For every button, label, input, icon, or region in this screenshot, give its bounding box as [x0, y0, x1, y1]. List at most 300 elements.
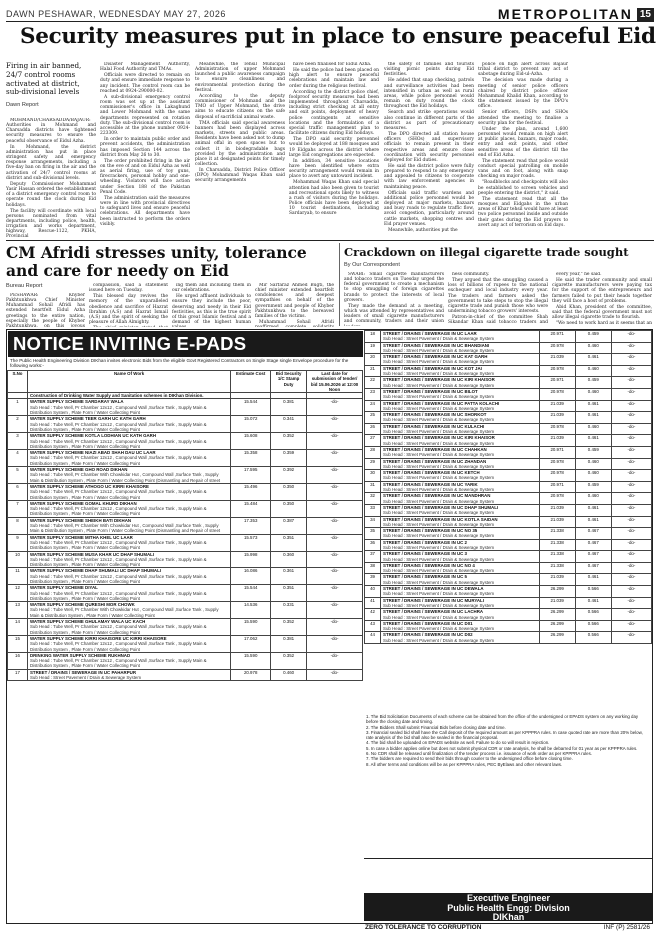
- work-name: STREET / DRAINS / SEWERAGE IN UC YARIK: [383, 481, 478, 487]
- table-row: [365, 458, 652, 470]
- last-date: -do-: [611, 609, 651, 621]
- paragraph: Under the plan, around 1,600 personnel would remain on high alert at public places, bazaars, major roads, entry and exit points, and other sensitive areas of the district till the end of Eid Azha.: [478, 126, 568, 158]
- bid-security: 0.460: [271, 669, 307, 681]
- bid-security: 0.381: [271, 399, 307, 416]
- work-name-cell: [27, 669, 230, 681]
- serial-number: 14: [8, 619, 28, 636]
- work-description: Sub Head : Street Pavement / Drain & Sewerage System: [383, 579, 495, 585]
- table-row: [8, 399, 363, 416]
- estimate-cost: 15.496: [231, 483, 271, 500]
- anti-corruption-slogan: ZERO TOLERANCE TO CORRUPTION: [365, 924, 482, 931]
- serial-number: 44: [365, 632, 381, 644]
- estimate-cost: 21.039: [539, 412, 575, 424]
- last-date: -do-: [611, 400, 651, 412]
- table-row: [365, 539, 652, 551]
- last-date: -do-: [307, 500, 363, 517]
- work-description: Sub Head : Tube Well, Pr Chamber 12x12 , Compound Wall ,Surface Tank , Supply Main & Distribution System , Plate Form / Water Collecting Point: [29, 658, 207, 669]
- last-date: -do-: [611, 493, 651, 505]
- last-date: -do-: [611, 365, 651, 377]
- table-row: [8, 450, 363, 467]
- bid-security: 0.461: [575, 574, 611, 586]
- bid-security: 0.387: [271, 517, 307, 534]
- serial-number: 12: [8, 585, 28, 602]
- work-description: Sub Head : Tube Well, Pr Chamber 12x12 , Compound Wall ,Surface Tank , Supply Main & Distribution System , Plate Form / Water Collecting Point: [29, 404, 207, 416]
- serial-number: 6: [8, 483, 28, 500]
- bid-security: 0.351: [271, 585, 307, 602]
- work-name: STREET / DRAINS / SEWERAGE IN UC D01: [383, 620, 473, 626]
- bid-security: 0.350: [271, 500, 307, 517]
- work-name: STREET / DRAINS / SEWERAGE IN UC 3: [383, 551, 467, 557]
- work-name: STREET / DRAINS / SEWERAGE IN UC PATTA KOLACHI: [383, 400, 500, 406]
- serial-number: 7: [8, 500, 28, 517]
- work-description: Sub Head : Tube Well, Pr Chamber 12x12 , Compound Wall ,Surface Tank , Supply Main & Distribution System , Plate Form / Water Collecting Point: [29, 573, 207, 584]
- bid-security: 0.460: [575, 493, 611, 505]
- serial-number: 17: [8, 669, 28, 681]
- last-date: -do-: [307, 602, 363, 619]
- work-name: STREET / DRAINS / SEWERAGE IN UC KETCH: [383, 470, 480, 476]
- story2-column: [172, 283, 251, 327]
- serial-number: 28: [365, 446, 381, 458]
- page-number: 15: [637, 8, 654, 21]
- last-date: -do-: [611, 388, 651, 400]
- bid-security: 0.351: [271, 534, 307, 551]
- work-description: Sub Head : Tube Well, Pr Chamber 12x12 , Compound Wall ,Surface Tank , Supply Main & Distribution System , Plate Form / Water Collecting Point: [29, 506, 207, 517]
- estimate-cost: 15.544: [231, 585, 271, 602]
- tender-bottom-strip: [363, 924, 653, 934]
- table-row: [365, 354, 652, 366]
- estimate-cost: 15.590: [231, 619, 271, 636]
- paragraph: police on high alert across Bajaur tribal district to prevent any act of sabotage during Eid-ul-Azha.: [478, 62, 568, 78]
- estimate-cost: 26.299: [539, 620, 575, 632]
- bid-security: 0.467: [575, 551, 611, 563]
- work-name-cell: [381, 620, 540, 632]
- serial-number: 27: [365, 435, 381, 447]
- serial-number: 23: [365, 388, 381, 400]
- serial-number: 41: [365, 597, 381, 609]
- story1-column: [100, 62, 190, 238]
- serial-number: 33: [365, 504, 381, 516]
- paragraph: Abid Khan, president of the committee, said that the federal government must not allow illegal cigarette trade to flourish.: [552, 304, 652, 321]
- bid-security: 0.461: [575, 516, 611, 528]
- serial-number: 36: [365, 539, 381, 551]
- bid-security: 0.467: [575, 539, 611, 551]
- work-description: Sub Head : Street Pavement / Drain & Sewerage System: [383, 533, 495, 539]
- work-name: WATER SUPPLY SCHEME MUSA KHAR UC DHAP SHUMALI: [29, 551, 155, 557]
- work-name: STREET / DRAINS / SEWERAGE IN UC MANDHRAN: [383, 493, 491, 499]
- work-name: STREET / DRAINS / SEWERAGE IN UC LACHRA: [383, 609, 484, 615]
- work-name: STREET / DRAINS / SEWERAGE IN UC KOTLA SAIDAN: [383, 516, 498, 522]
- work-name-cell: [381, 562, 540, 574]
- work-name-cell: [27, 652, 230, 669]
- work-description: Sub Head : Tube Well, Pr Chamber 12x12 , Compound Wall ,Surface Tank , Supply Main & Distribution System , Plate Form / Water Collecting Point: [29, 438, 207, 449]
- work-name: WATER SUPPLY SCHEME DIYAL: [29, 585, 98, 591]
- paragraph: The decision was made during a meeting of senior police officers chaired by district police officer Mohammad Khalid Khan, according to the statement issued by the DPO's office.: [478, 78, 568, 110]
- table-row: [8, 467, 363, 484]
- work-name: STREET / DRAINS / SEWERAGE IN UC DHAP SHUMALI: [383, 504, 499, 510]
- bid-security: 0.341: [271, 416, 307, 433]
- estimate-cost: 20.978: [539, 342, 575, 354]
- work-name-cell: [27, 534, 230, 551]
- work-name: WATER SUPPLY SCHEME GHO ROAD DIKHAN: [29, 467, 128, 473]
- work-name-cell: [27, 602, 230, 619]
- col-header-cost: Estimate Cost: [231, 371, 271, 393]
- paragraph: compassion, said a statement issued here on Tuesday.: [89, 283, 168, 294]
- story-divider: [6, 240, 654, 241]
- estimate-cost: 15.072: [231, 416, 271, 433]
- paragraph: "We need to work hard as it seems that an: [556, 321, 652, 326]
- paragraph: Mir Sarfaraz Ahmed Bugti, the chief minister extended heartfelt condolences and deepest sympathies on behalf of the government and people of Khyber Pakhtunkhwa to the bereaved families of the victims.: [255, 283, 334, 319]
- estimate-cost: 21.039: [539, 516, 575, 528]
- last-date: -do-: [307, 534, 363, 551]
- work-name-cell: [27, 450, 230, 467]
- bid-security: 0.566: [575, 632, 611, 644]
- work-description: Sub Head : Tube Well, Pr Chamber 12x12 , Compound Wall ,Surface Tank , Supply Main & Distribution System , Plate Form / Water Collecting Point: [29, 641, 207, 652]
- paragraph: every year," he said.: [556, 272, 602, 277]
- story1-column: [478, 62, 568, 238]
- work-description: Sub Head : Street Pavement / Drain & Sewerage System: [383, 568, 495, 574]
- last-date: -do-: [611, 481, 651, 493]
- last-date: -do-: [307, 483, 363, 500]
- work-name-cell: [381, 516, 540, 528]
- last-date: -do-: [611, 516, 651, 528]
- last-date: -do-: [307, 585, 363, 602]
- estimate-cost: 20.978: [231, 669, 271, 681]
- paragraph: Search and strike operations would also continue in different parts of the district as part of precautionary measures.: [384, 110, 474, 131]
- estimate-cost: 15.484: [231, 500, 271, 517]
- work-description: Sub Head : Street Pavement / Drain & Sewerage System: [383, 371, 495, 377]
- table-row: [365, 470, 652, 482]
- story3-column: [552, 272, 652, 326]
- paragraph: PESHAWAR: Khyber Pakhtunkhwa Chief Minister Muhammad Sohail Afridi has extended heartfelt Eidul Azha greetings to the entire nation, especially the people of Khyber Pakhtunkhwa, on this joyous: [6, 293, 85, 327]
- work-name: WATER SUPPLY SCHEME NIAZI ABAD SHAH DAU UC LAAR: [29, 450, 156, 456]
- story1-column: [6, 118, 96, 238]
- table-row: [365, 632, 652, 644]
- table-row: [365, 481, 652, 493]
- work-description: Sub Head : Street Pavement / Drain & Sewerage System: [383, 591, 495, 597]
- paragraph: The facility will coordinate with local persons nominated from vital departments, including police, health, irrigation and works department, highway, Rescue-1122, PKHA, Provincial: [6, 208, 96, 238]
- tender-note: 5. In case a bidder applies online but does not submit physical CDR or rate analysis, he shall be debarred for 01 year as per KPPPRA rules.: [366, 745, 638, 751]
- work-name: STREET / DRAINS / SEWERAGE IN UC 2: [383, 539, 467, 545]
- table-row: [365, 365, 652, 377]
- inf-number: INF (P) 2581/26: [603, 924, 650, 931]
- paragraph: He urged affluent individuals to ensure they include the poor, deserving and needy in their Eid festivities, as this is the true spirit of this great Islamic festival and a demand of the highest human: [172, 294, 251, 326]
- work-description: Sub Head : Street Pavement / Drain & Sewerage System: [383, 359, 495, 365]
- work-description: Sub Head : Street Pavement / Drain & Sewerage System: [383, 498, 495, 504]
- bid-security: 0.460: [575, 365, 611, 377]
- work-name-cell: [27, 399, 230, 416]
- serial-number: 43: [365, 620, 381, 632]
- work-name-cell: [381, 423, 540, 435]
- work-description: Sub Head : Street Pavement / Drain & Sewerage System: [383, 417, 495, 423]
- col-header-security: Bid Security 1/C Stamp Duty: [271, 371, 307, 393]
- section-name: METROPOLITAN: [497, 6, 633, 22]
- paragraph: ing them and including them in our celebrations.: [172, 283, 251, 294]
- work-name: WATER SUPPLY SCHEME ATHOGO UC KIRRI KHAISORE: [29, 483, 149, 489]
- paragraph: "Roadblocks and checkpoints will also be established to screen vehicles and people entering the district," it said.: [478, 180, 568, 196]
- bid-security: 0.467: [575, 562, 611, 574]
- tender-notes: [366, 714, 651, 767]
- estimate-cost: 20.978: [539, 388, 575, 400]
- bid-security: 0.461: [575, 354, 611, 366]
- serial-number: 20: [365, 354, 381, 366]
- tender-note: 7. The bidders are required to send their bids through courier to the undersigned office before closing time.: [366, 756, 573, 762]
- work-description: Sub Head : Street Pavement / Drain & Sewerage System: [383, 521, 495, 527]
- story3-headline: Crackdown on illegal cigarette trade sought: [344, 245, 629, 259]
- bid-security: 0.461: [575, 412, 611, 424]
- work-description: Sub Head : Street Pavement / Drain & Sewerage System: [383, 637, 495, 643]
- work-description: Sub Head : Street Pavement / Drain & Sewerage System: [383, 475, 495, 481]
- last-date: -do-: [307, 399, 363, 416]
- bid-security: 0.460: [575, 470, 611, 482]
- table-row: [365, 574, 652, 586]
- work-name-cell: [27, 568, 230, 585]
- table-row: [365, 435, 652, 447]
- bid-security: 0.352: [271, 652, 307, 669]
- table-row: [365, 412, 652, 424]
- work-description: Sub Head : Street Pavement / Drain & Sewerage System: [383, 544, 495, 550]
- table-row: [8, 602, 363, 619]
- paragraph: the safety of families and tourists visiting picnic points during Eid festivities.: [384, 62, 474, 78]
- tender-table-left: [7, 370, 363, 681]
- serial-number: 9: [8, 534, 28, 551]
- estimate-cost: 20.978: [539, 493, 575, 505]
- signature-block: [364, 893, 653, 921]
- work-description: Sub Head : Tube Well, Pr Chamber 12x12 , Compound Wall ,Surface Tank , Supply Main & Distribution System , Plate Form / Water Collecting Point: [29, 556, 207, 568]
- table-row: [365, 586, 652, 598]
- table-row: [8, 568, 363, 585]
- story1-deck: [6, 62, 96, 109]
- paragraph: Muhammad Sohail Afridi: [259, 320, 334, 326]
- estimate-cost: 21.338: [539, 528, 575, 540]
- work-name: STREET / DRAINS / SEWERAGE IN UC PAHARPUR: [29, 669, 137, 675]
- work-name-cell: [27, 500, 230, 517]
- estimate-cost: 26.299: [539, 632, 575, 644]
- work-name-cell: [381, 539, 540, 551]
- estimate-cost: 17.353: [231, 517, 271, 534]
- paragraph: TMA officials said special awareness banners had been displayed across markets, streets and public areas. Residents have been asked not to dump animal offal in open spaces but to collect it in biodegradable bags provided by the administration and place it at designated points for timely collection.: [195, 120, 285, 167]
- serial-number: 8: [8, 517, 28, 534]
- last-date: -do-: [611, 504, 651, 516]
- work-description: Sub Head : Street Pavement / Drain & Sewerage System: [383, 440, 495, 446]
- work-name: STREET / DRAINS / SEWERAGE IN UC NO 4: [383, 562, 475, 568]
- work-description: Sub Head : Street Pavement / Drain & Sewerage System: [383, 452, 495, 458]
- work-name-cell: [27, 517, 230, 534]
- serial-number: 26: [365, 423, 381, 435]
- table-row: [8, 500, 363, 517]
- paragraph: The DPO said security personnel would be deployed at 188 mosques and 19 Eidgahs across the district where large Eid congregations are expected.: [289, 137, 379, 158]
- table-row: [8, 652, 363, 669]
- tender-table-right: [364, 330, 652, 644]
- work-description: Sub Head : Tube Well, Pr Chamber 12x12 , Compound Wall ,Surface Tank , Supply Main & Distribution System , Plate Form / Water Collecting Point: [29, 455, 207, 466]
- work-name-cell: [381, 342, 540, 354]
- last-date: -do-: [611, 539, 651, 551]
- estimate-cost: 20.978: [539, 470, 575, 482]
- work-name-cell: [381, 377, 540, 389]
- work-name: WATER SUPPLY SCHEME GOMAL KHURD DIKHAN: [29, 500, 137, 506]
- serial-number: 31: [365, 481, 381, 493]
- work-description: Sub Head : Street Pavement / Drain & Sewerage System: [29, 675, 142, 681]
- table-row: [8, 534, 363, 551]
- work-name-cell: [381, 504, 540, 516]
- paragraph: Officials said traffic wardens and additional police personnel would be deployed at major markets, bazaars and busy roads to regulate traffic flow, avoid congestion, particularly around cattle markets, shopping centres and Eid prayer venues.: [384, 190, 474, 227]
- table-row: [365, 377, 652, 389]
- paragraph: According to the district police chief, foolproof security measures had been implemented throughout Charsadda, including strict checking at all entry and exit points, deployment of heavy police contingents at sensitive locations and the formulation of a special traffic management plan to facilitate citizens during Eid holidays.: [289, 89, 379, 137]
- work-name: STREET / DRAINS / SEWERAGE IN UC DEWALA: [383, 586, 484, 592]
- paragraph: The DPO directed all station house officers (SHOs) and supervisory officials to remain present in their respective areas and ensure close coordination with security personnel deployed for Eid duties.: [384, 132, 474, 163]
- bid-security: 0.352: [271, 433, 307, 450]
- paragraph: Meanwhile, authorities put the: [388, 227, 458, 233]
- work-name-cell: [381, 493, 540, 505]
- estimate-cost: 21.039: [539, 400, 575, 412]
- work-name: WATER SUPPLY SCHEME DHAP SHUMALI UC DHAP SHUMALI: [29, 568, 161, 574]
- serial-number: 35: [365, 528, 381, 540]
- estimate-cost: 21.039: [539, 354, 575, 366]
- estimate-cost: 15.998: [231, 551, 271, 568]
- last-date: -do-: [611, 562, 651, 574]
- bid-security: 0.460: [575, 458, 611, 470]
- story1-column: [289, 62, 379, 238]
- work-name-cell: [381, 354, 540, 366]
- paragraph: This blessed day revives the memory of the unparalleled obedience and sacrifice of Hazrat Ibrahim (A.S) and Hazrat Ismail (A.S) and the spirit of seeking the pleasure of Allah Almighty.: [89, 294, 168, 326]
- last-date: -do-: [307, 433, 363, 450]
- work-description: Sub Head : Street Pavement / Drain & Sewerage System: [383, 382, 495, 388]
- estimate-cost: 21.039: [539, 574, 575, 586]
- bid-security: 0.392: [271, 467, 307, 484]
- estimate-cost: 17.595: [231, 467, 271, 484]
- tender-note: 8. All other terms and conditions will be as per KPPPRA rules, PEC ByElaws and other relevant laws.: [366, 761, 563, 767]
- work-name: STREET / DRAINS / SEWERAGE IN UC BILOT: [383, 388, 478, 394]
- story1-byline: Dawn Report: [6, 102, 39, 109]
- estimate-cost: 15.544: [231, 399, 271, 416]
- table-row: [365, 597, 652, 609]
- work-name: WATER SUPPLY SCHEME KOTLA LODHIAN UC KATH GARH: [29, 433, 156, 439]
- table-row: [8, 635, 363, 652]
- work-description: Sub Head : Street Pavement / Drain & Sewerage System: [383, 405, 495, 411]
- bid-security: 0.459: [575, 331, 611, 343]
- table-row: [365, 620, 652, 632]
- estimate-cost: 14.536: [231, 602, 271, 619]
- estimate-cost: 21.338: [539, 562, 575, 574]
- last-date: -do-: [611, 470, 651, 482]
- paragraph: have been finalised for Eidul Azha.: [293, 62, 372, 67]
- last-date: -do-: [611, 620, 651, 632]
- dateline: DAWN PESHAWAR, WEDNESDAY MAY 27, 2026: [6, 9, 226, 19]
- work-name-cell: [27, 585, 230, 602]
- bid-security: 0.566: [575, 620, 611, 632]
- serial-number: 10: [8, 551, 28, 568]
- bid-security: 0.461: [575, 597, 611, 609]
- col-header-last-date: Last date for submission of tender/ bid 15.06.2026 at 12:00 Noon: [307, 371, 363, 393]
- serial-number: 5: [8, 467, 28, 484]
- bid-security: 0.461: [575, 400, 611, 412]
- tender-note: 2. The Bidders Shall submit Financial Bids before closing date and time.: [366, 724, 506, 730]
- paragraph: According to the deputy commissioner of Mohmand and the TMO of Upper Mohmand, the drive aims to educate citizens on the safe disposal of sacrificial animal waste.: [195, 93, 285, 120]
- paragraph: The statement read that police would conduct special patrolling on mobile vans and on foot, along with snap checking on major roads.: [478, 158, 568, 180]
- tender-note: 3. Financial sealed bid shall have the Call deposit of the required amount as per KPPPRA rules. In case quoted rate are more than 20% below, rate analysis of the bid shall also be sealed in the financial proposal.: [366, 729, 643, 741]
- paragraph: SWABI: Small cigarette manufacturers and tobacco traders on Tuesday urged the federal government to create a mechanism to stop smuggling of foreign cigarettes brands to protect the interests of local growers.: [344, 272, 444, 303]
- column-rule: [339, 243, 340, 326]
- work-name-cell: [381, 481, 540, 493]
- last-date: -do-: [611, 551, 651, 563]
- work-name-cell: [381, 574, 540, 586]
- work-name-cell: [27, 551, 230, 568]
- story2-column: [6, 293, 85, 327]
- work-name: WATER SUPPLY SCHEME SHEIKH BATI DIKHAN: [29, 517, 132, 523]
- last-date: -do-: [611, 528, 651, 540]
- estimate-cost: 20.971: [539, 331, 575, 343]
- paragraph: He said the district police were fully prepared to respond to any emergency and appealed to citizens to cooperate with law enforcement agencies in maintaining peace.: [384, 163, 474, 190]
- estimate-cost: 20.978: [539, 458, 575, 470]
- work-name-cell: [381, 365, 540, 377]
- work-description: Sub Head : Tube Well, Pr Chamber With Chowkidar Hut , Compound Wall ,Surface Tank , Supply Main & Distribution System , Plate Form / Water Collecting Point (Dismantling and Repair of street: [29, 472, 221, 483]
- estimate-cost: 26.299: [539, 586, 575, 598]
- work-description: Sub Head : Street Pavement / Drain & Sewerage System: [383, 626, 495, 632]
- estimate-cost: 20.978: [539, 423, 575, 435]
- table-header-work: Construction of Drinking Water Supply and Sanitation schemes in DIKhan Division.: [27, 393, 230, 399]
- table-row: [8, 619, 363, 636]
- estimate-cost: 16.086: [231, 568, 271, 585]
- serial-number: 24: [365, 400, 381, 412]
- serial-number: 18: [365, 331, 381, 343]
- work-name-cell: [381, 632, 540, 644]
- tender-note: 1. The Bid Solicitation Documents of each scheme can be obtained from the office of the undersigned or EPADS system on any working day before the closing date and timing.: [366, 714, 639, 725]
- table-row: [365, 551, 652, 563]
- work-name-cell: [381, 597, 540, 609]
- work-name-cell: [381, 609, 540, 621]
- work-description: Sub Head : Street Pavement / Drain & Sewerage System: [383, 463, 495, 469]
- bid-security: 0.461: [575, 504, 611, 516]
- paragraph: The order prohibited firing in the air on the eve of and on Eidul Azha as well as aerial firing, use of toy guns, firecrackers, personal hobby and one-wheeling. Violators will face action under Section 188 of the Pakistan Penal Code.: [100, 158, 190, 195]
- work-name-cell: [381, 388, 540, 400]
- table-row: [365, 609, 652, 621]
- tender-note: 4. The bid shall be uploaded on EPADS website as well. Failure to do so will result in rejection.: [366, 740, 550, 746]
- paragraph: He said the police had been placed on high alert to ensure peaceful celebrations and maintain law and order during the religious festival.: [289, 68, 379, 89]
- story3-column: [344, 272, 444, 326]
- table-row: [8, 517, 363, 534]
- serial-number: 21: [365, 365, 381, 377]
- last-date: -do-: [611, 435, 651, 447]
- paragraph: [89, 326, 168, 327]
- last-date: -do-: [611, 574, 651, 586]
- table-row: [365, 516, 652, 528]
- story1-headline: Security measures put in place to ensure peaceful Eid: [20, 24, 656, 49]
- work-description: Sub Head : Tube Well, Pr Chamber With Chowkidar Hut , Compound Wall ,Surface Tank , Supply Main & Distribution System , Plate Form / Water Collecting Point: [29, 607, 219, 618]
- story1-deck-text: Firing in air banned, 24/7 control rooms activated at district, sub-divisional levels: [6, 61, 82, 97]
- work-name-cell: [381, 586, 540, 598]
- work-name-cell: [27, 619, 230, 636]
- work-description: Sub Head : Street Pavement / Drain & Sewerage System: [383, 336, 495, 342]
- bid-security: 0.360: [271, 551, 307, 568]
- story2-headline: CM Afridi stresses unity, tolerance and care for needy on Eid: [6, 243, 307, 280]
- serial-number: 19: [365, 342, 381, 354]
- serial-number: 30: [365, 470, 381, 482]
- section-header: [498, 7, 654, 21]
- col-header-name: Name Of Work: [27, 371, 230, 393]
- table-row: [365, 331, 652, 343]
- bid-security: 0.460: [575, 342, 611, 354]
- estimate-cost: 17.062: [231, 635, 271, 652]
- bid-security: 0.350: [271, 483, 307, 500]
- estimate-cost: 21.338: [539, 539, 575, 551]
- estimate-cost: 20.971: [539, 481, 575, 493]
- estimate-cost: 15.608: [231, 433, 271, 450]
- signature-line-1: Executive Engineer: [466, 893, 551, 903]
- last-date: -do-: [307, 450, 363, 467]
- signature-line-2: Public Health Engg: Division: [447, 902, 570, 913]
- work-name: STREET / DRAINS / SEWERAGE IN UC KIRI KHAISOR: [383, 435, 495, 441]
- last-date: -do-: [307, 669, 363, 681]
- serial-number: 11: [8, 568, 28, 585]
